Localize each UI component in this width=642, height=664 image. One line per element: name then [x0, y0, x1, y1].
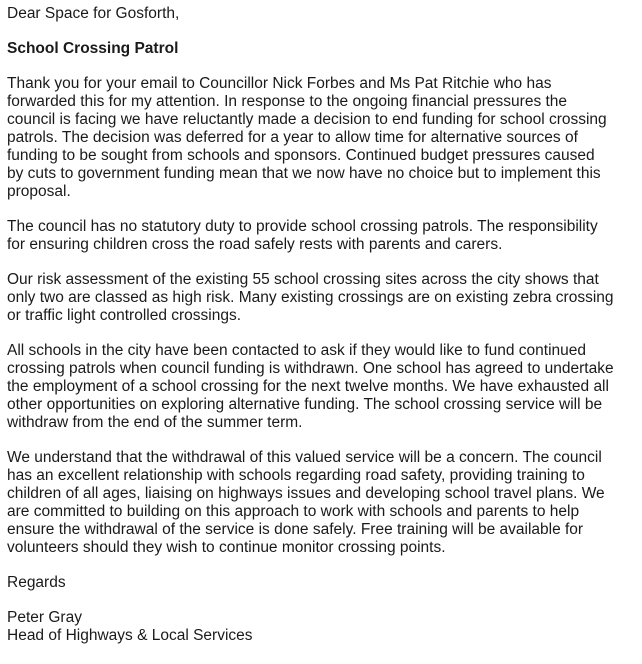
salutation: Dear Space for Gosforth,: [7, 5, 180, 22]
signature-title: Head of Highways & Local Services: [7, 627, 253, 644]
paragraph-road-safety: We understand that the withdrawal of this valued service will be a concern. The council has an excellent relationship with schools regarding road safety, providing training to children of all ages, liaising on highways issues and developing school travel plans. We are committed to building on this approach to work with schools and parents to help ensure the withdrawal of the service is done safely. Free training will be available for volunteers should they wish to continue monitor crossing points.: [7, 449, 605, 556]
paragraph-statutory-duty: The council has no statutory duty to provide school crossing patrols. The responsibility for ensuring children cross the road safely rests with parents and carers.: [7, 218, 598, 253]
paragraph-funding-decision: Thank you for your email to Councillor Nick Forbes and Ms Pat Ritchie who has forwarded this for my attention. In response to the ongoing financial pressures the council is facing we have reluctantly made a decision to end funding for school crossing patrols. The decision was deferred for a year to allow time for alternative sources of funding to be sought from schools and sponsors. Continued budget pressures caused by cuts to government funding mean that we now have no choice but to implement this proposal.: [7, 75, 607, 200]
paragraph-risk-assessment: Our risk assessment of the existing 55 school crossing sites across the city shows that only two are classed as high risk. Many existing crossings are on existing zebra crossing or traffic light controlled crossings.: [7, 271, 614, 324]
letter-body: [7, 5, 637, 645]
signature-block: [7, 609, 637, 645]
subject-heading: School Crossing Patrol: [7, 40, 179, 57]
signature-name: Peter Gray: [7, 609, 82, 626]
closing: Regards: [7, 574, 66, 591]
paragraph-schools-contacted: All schools in the city have been contacted to ask if they would like to fund continued crossing patrols when council funding is withdrawn. One school has agreed to undertake the employment of a school crossing for the next twelve months. We have exhausted all other opportunities on exploring alternative funding. The school crossing service will be withdraw from the end of the summer term.: [7, 342, 614, 431]
